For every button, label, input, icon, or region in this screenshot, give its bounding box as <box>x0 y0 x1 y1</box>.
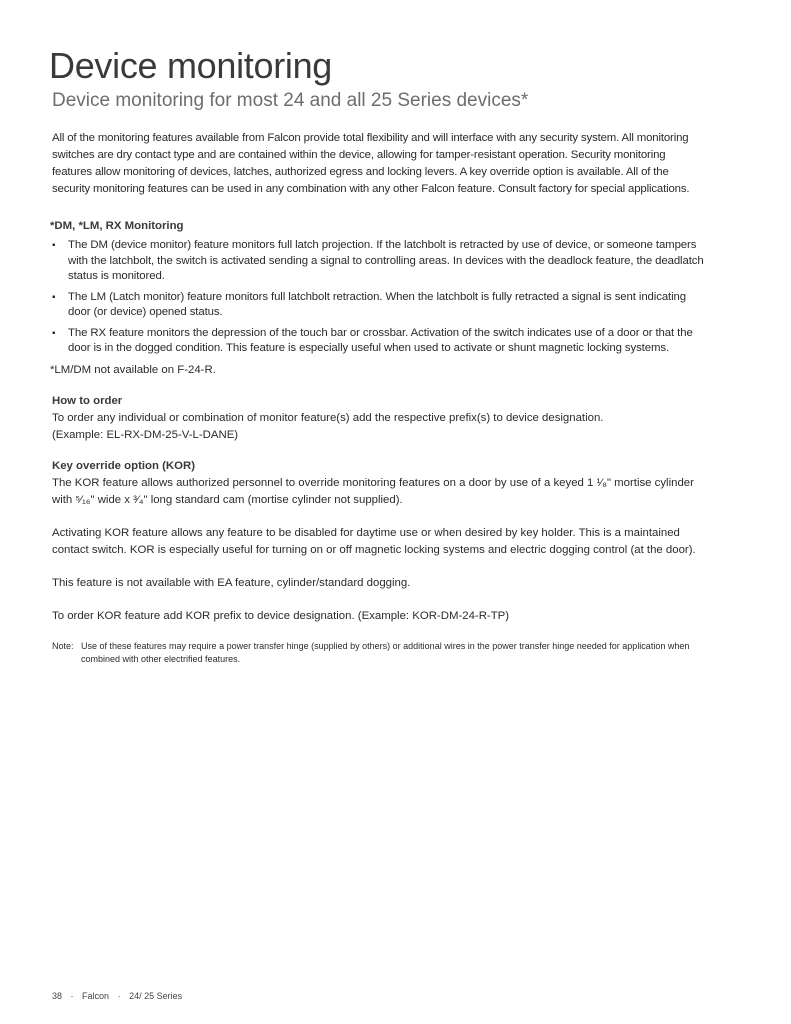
monitoring-list <box>52 238 708 357</box>
footer-brand: Falcon <box>82 991 110 1001</box>
how-to-order-text: To order any individual or combination of monitor feature(s) add the respective prefix(s) to device designation. <box>52 411 604 424</box>
note <box>52 640 708 666</box>
list-item-text: The RX feature monitors the depression of the touch bar or crossbar. Activation of the switch indicates use of a door or that the door is in the dogged condition. This feature is especially useful when used to activate or shunt magnetic locking systems. <box>68 326 693 354</box>
note-text: Use of these features may require a power transfer hinge (supplied by others) or additional wires in the power transfer hinge needed for application when combined with other electrified features. <box>81 640 690 664</box>
kor-paragraph: To order KOR feature add KOR prefix to device designation. (Example: KOR-DM-24-R-TP) <box>52 609 510 622</box>
how-to-order-heading: How to order <box>52 394 123 407</box>
kor-paragraph: Activating KOR feature allows any feature to be disabled for daytime use or when desired by key holder. This is a maintained contact switch. KOR is especially useful for turning on or off magnetic locking systems and electric dogging control (at the door). <box>52 526 696 556</box>
list-item <box>52 290 708 321</box>
list-item <box>52 326 708 357</box>
note-label: Note: <box>52 640 74 651</box>
kor-paragraph: The KOR feature allows authorized personnel to override monitoring features on a door by use of a keyed 1 ¹⁄₈" mortise cylinder with ⁵⁄₁₆" wide x ³⁄₄" long standard cam (mortise cylinder not supplied). <box>52 476 694 506</box>
bullet-icon: ▪ <box>52 291 56 303</box>
page-title: Device monitoring <box>49 45 333 86</box>
how-to-order-section <box>52 393 708 444</box>
monitoring-heading: *DM, *LM, RX Monitoring <box>50 220 184 232</box>
list-item-text: The LM (Latch monitor) feature monitors full latchbolt retraction. When the latchbolt is fully retracted a signal is sent indicating door (or device) opened status. <box>68 290 687 318</box>
intro-paragraph: All of the monitoring features available from Falcon provide total flexibility and will interface with any security system. All monitoring switches are dry contact type and are contained within the device, allowing for tamper-resistant operation. Security monitoring features allow monitoring of devices, latches, authorized egress and locking levers. A key override option is available. All of the security monitoring features can be used in any combination with any other Falcon feature. Consult factory for special applications. <box>52 132 690 195</box>
page-number: 38 <box>52 991 63 1001</box>
list-item <box>52 238 708 285</box>
main-content <box>52 130 708 666</box>
how-to-order-example: (Example: EL-RX-DM-25-V-L-DANE) <box>52 428 239 441</box>
list-item-text: The DM (device monitor) feature monitors full latch projection. If the latchbolt is retracted by use of device, or someone tampers with the latchbolt, the switch is activated sending a signal to controlling areas. In devices with the deadlock feature, the deadlatch status is monitored. <box>68 239 704 282</box>
kor-paragraph: This feature is not available with EA feature, cylinder/standard dogging. <box>52 576 411 589</box>
footer-series: 24/ 25 Series <box>129 991 183 1001</box>
kor-heading: Key override option (KOR) <box>52 459 196 472</box>
bullet-icon: ▪ <box>52 240 56 251</box>
availability-footnote: *LM/DM not available on F-24-R. <box>50 363 216 376</box>
page-footer <box>52 991 182 1001</box>
bullet-icon: ▪ <box>52 327 56 339</box>
page-subtitle: Device monitoring for most 24 and all 25 Series devices* <box>52 90 529 111</box>
footer-separator: · <box>70 991 74 1001</box>
kor-section <box>52 458 708 625</box>
footer-separator: · <box>117 991 121 1001</box>
